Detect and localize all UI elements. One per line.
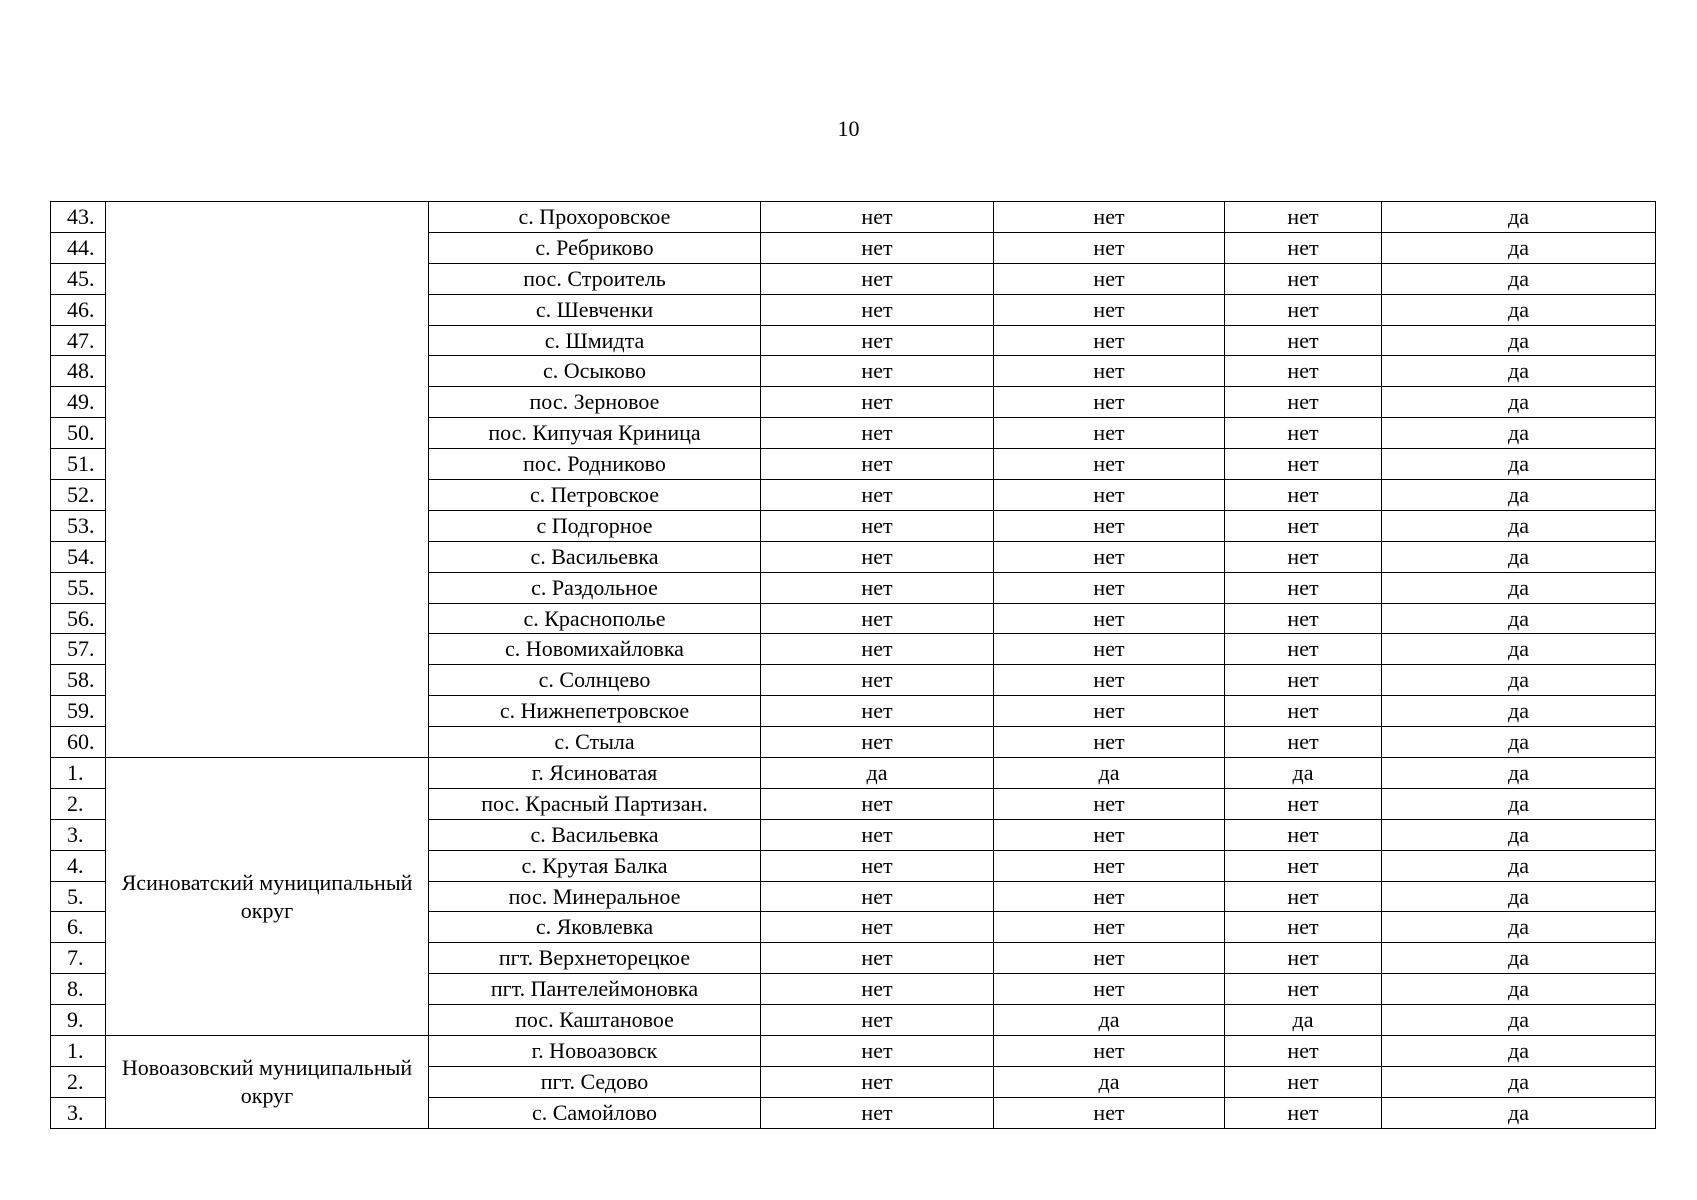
value-cell-col3: нет [1225,480,1382,511]
row-number-cell: 3. [51,819,106,850]
settlement-name-cell: с. Петровское [429,480,761,511]
settlement-name-cell: с. Яковлевка [429,912,761,943]
value-cell-col3: нет [1225,850,1382,881]
value-cell-col3: да [1225,1005,1382,1036]
value-cell-col3: нет [1225,788,1382,819]
settlement-name-cell: пгт. Верхнеторецкое [429,943,761,974]
row-number-cell: 5. [51,881,106,912]
row-number-cell: 60. [51,727,106,758]
value-cell-col2: нет [994,387,1225,418]
value-cell-col2: нет [994,1036,1225,1067]
value-cell-col3: нет [1225,387,1382,418]
settlement-name-cell: г. Новоазовск [429,1036,761,1067]
row-number-cell: 53. [51,510,106,541]
value-cell-col4: да [1382,603,1656,634]
settlement-name-cell: с Подгорное [429,510,761,541]
settlement-name-cell: с. Новомихайловка [429,634,761,665]
table-body [51,202,1656,1129]
row-number-cell: 52. [51,480,106,511]
row-number-cell: 56. [51,603,106,634]
value-cell-col2: нет [994,850,1225,881]
value-cell-col3: нет [1225,1036,1382,1067]
value-cell-col3: нет [1225,634,1382,665]
value-cell-col1: нет [761,325,994,356]
value-cell-col4: да [1382,294,1656,325]
value-cell-col2: нет [994,510,1225,541]
value-cell-col4: да [1382,1066,1656,1097]
value-cell-col4: да [1382,202,1656,233]
value-cell-col1: нет [761,387,994,418]
value-cell-col4: да [1382,727,1656,758]
value-cell-col2: нет [994,603,1225,634]
settlement-name-cell: пос. Кипучая Криница [429,418,761,449]
value-cell-col3: нет [1225,572,1382,603]
value-cell-col3: да [1225,758,1382,789]
value-cell-col4: да [1382,881,1656,912]
row-number-cell: 50. [51,418,106,449]
table-row [51,202,1656,233]
settlement-name-cell: пос. Красный Партизан. [429,788,761,819]
value-cell-col1: нет [761,912,994,943]
value-cell-col4: да [1382,325,1656,356]
settlement-name-cell: с. Прохоровское [429,202,761,233]
value-cell-col2: нет [994,202,1225,233]
value-cell-col4: да [1382,974,1656,1005]
value-cell-col2: нет [994,1097,1225,1128]
value-cell-col2: нет [994,634,1225,665]
value-cell-col3: нет [1225,294,1382,325]
row-number-cell: 44. [51,232,106,263]
value-cell-col4: да [1382,510,1656,541]
settlement-name-cell: с. Самойлово [429,1097,761,1128]
value-cell-col2: нет [994,943,1225,974]
value-cell-col2: нет [994,881,1225,912]
settlement-name-cell: с. Васильевка [429,541,761,572]
municipal-district-cell: Новоазовский муниципальный округ [106,1036,429,1129]
value-cell-col2: нет [994,665,1225,696]
row-number-cell: 51. [51,449,106,480]
row-number-cell: 8. [51,974,106,1005]
value-cell-col1: нет [761,541,994,572]
value-cell-col1: нет [761,634,994,665]
value-cell-col3: нет [1225,418,1382,449]
value-cell-col1: нет [761,510,994,541]
value-cell-col1: нет [761,480,994,511]
value-cell-col4: да [1382,418,1656,449]
settlement-name-cell: пос. Минеральное [429,881,761,912]
settlement-name-cell: пгт. Седово [429,1066,761,1097]
value-cell-col1: нет [761,850,994,881]
value-cell-col3: нет [1225,510,1382,541]
value-cell-col3: нет [1225,727,1382,758]
value-cell-col2: нет [994,696,1225,727]
value-cell-col2: нет [994,449,1225,480]
value-cell-col4: да [1382,572,1656,603]
row-number-cell: 57. [51,634,106,665]
value-cell-col4: да [1382,634,1656,665]
value-cell-col1: нет [761,665,994,696]
value-cell-col3: нет [1225,232,1382,263]
value-cell-col1: нет [761,603,994,634]
settlement-name-cell: с. Васильевка [429,819,761,850]
value-cell-col2: нет [994,263,1225,294]
value-cell-col4: да [1382,696,1656,727]
settlement-name-cell: с. Раздольное [429,572,761,603]
value-cell-col2: да [994,1066,1225,1097]
settlement-name-cell: с. Осыково [429,356,761,387]
row-number-cell: 55. [51,572,106,603]
value-cell-col1: нет [761,727,994,758]
row-number-cell: 49. [51,387,106,418]
value-cell-col4: да [1382,449,1656,480]
value-cell-col4: да [1382,356,1656,387]
value-cell-col2: нет [994,819,1225,850]
row-number-cell: 4. [51,850,106,881]
value-cell-col3: нет [1225,541,1382,572]
row-number-cell: 47. [51,325,106,356]
value-cell-col1: нет [761,788,994,819]
value-cell-col4: да [1382,788,1656,819]
value-cell-col1: нет [761,202,994,233]
value-cell-col2: нет [994,788,1225,819]
value-cell-col3: нет [1225,665,1382,696]
table-row [51,758,1656,789]
row-number-cell: 48. [51,356,106,387]
settlement-name-cell: г. Ясиноватая [429,758,761,789]
value-cell-col1: нет [761,1097,994,1128]
value-cell-col3: нет [1225,819,1382,850]
value-cell-col4: да [1382,758,1656,789]
value-cell-col1: нет [761,263,994,294]
row-number-cell: 43. [51,202,106,233]
value-cell-col1: нет [761,1066,994,1097]
value-cell-col3: нет [1225,974,1382,1005]
value-cell-col3: нет [1225,943,1382,974]
value-cell-col1: да [761,758,994,789]
row-number-cell: 3. [51,1097,106,1128]
municipal-district-cell [106,202,429,758]
row-number-cell: 9. [51,1005,106,1036]
settlement-name-cell: с. Ребриково [429,232,761,263]
settlements-table [50,201,1656,1129]
table-row [51,1036,1656,1067]
value-cell-col4: да [1382,1005,1656,1036]
value-cell-col1: нет [761,974,994,1005]
settlement-name-cell: с. Шмидта [429,325,761,356]
value-cell-col1: нет [761,819,994,850]
row-number-cell: 45. [51,263,106,294]
value-cell-col2: нет [994,974,1225,1005]
value-cell-col3: нет [1225,356,1382,387]
value-cell-col2: нет [994,325,1225,356]
value-cell-col2: нет [994,356,1225,387]
value-cell-col3: нет [1225,325,1382,356]
value-cell-col4: да [1382,232,1656,263]
row-number-cell: 46. [51,294,106,325]
value-cell-col1: нет [761,881,994,912]
row-number-cell: 59. [51,696,106,727]
value-cell-col2: нет [994,480,1225,511]
value-cell-col4: да [1382,665,1656,696]
value-cell-col3: нет [1225,449,1382,480]
row-number-cell: 7. [51,943,106,974]
settlement-name-cell: с. Крутая Балка [429,850,761,881]
value-cell-col4: да [1382,263,1656,294]
value-cell-col1: нет [761,943,994,974]
value-cell-col1: нет [761,232,994,263]
settlement-name-cell: пос. Каштановое [429,1005,761,1036]
value-cell-col2: да [994,758,1225,789]
value-cell-col3: нет [1225,263,1382,294]
value-cell-col1: нет [761,1036,994,1067]
row-number-cell: 2. [51,788,106,819]
value-cell-col3: нет [1225,1097,1382,1128]
value-cell-col2: нет [994,572,1225,603]
value-cell-col4: да [1382,850,1656,881]
row-number-cell: 54. [51,541,106,572]
row-number-cell: 6. [51,912,106,943]
settlement-name-cell: с. Стыла [429,727,761,758]
settlement-name-cell: пос. Родниково [429,449,761,480]
value-cell-col1: нет [761,356,994,387]
settlement-name-cell: с. Шевченки [429,294,761,325]
settlement-name-cell: пос. Зерновое [429,387,761,418]
value-cell-col1: нет [761,1005,994,1036]
settlement-name-cell: с. Нижнепетровское [429,696,761,727]
value-cell-col4: да [1382,541,1656,572]
value-cell-col4: да [1382,480,1656,511]
row-number-cell: 1. [51,758,106,789]
page-number: 10 [837,116,860,141]
value-cell-col3: нет [1225,696,1382,727]
row-number-cell: 2. [51,1066,106,1097]
value-cell-col1: нет [761,449,994,480]
row-number-cell: 58. [51,665,106,696]
settlement-name-cell: с. Краснополье [429,603,761,634]
value-cell-col3: нет [1225,912,1382,943]
value-cell-col2: да [994,1005,1225,1036]
settlement-name-cell: с. Солнцево [429,665,761,696]
value-cell-col1: нет [761,418,994,449]
municipal-district-cell: Ясиноватский муниципальный округ [106,758,429,1036]
value-cell-col2: нет [994,232,1225,263]
value-cell-col3: нет [1225,603,1382,634]
value-cell-col4: да [1382,912,1656,943]
value-cell-col4: да [1382,1036,1656,1067]
value-cell-col2: нет [994,727,1225,758]
value-cell-col3: нет [1225,202,1382,233]
value-cell-col4: да [1382,819,1656,850]
row-number-cell: 1. [51,1036,106,1067]
value-cell-col2: нет [994,294,1225,325]
settlement-name-cell: пгт. Пантелеймоновка [429,974,761,1005]
value-cell-col1: нет [761,294,994,325]
value-cell-col2: нет [994,418,1225,449]
value-cell-col2: нет [994,912,1225,943]
value-cell-col1: нет [761,696,994,727]
value-cell-col3: нет [1225,1066,1382,1097]
value-cell-col3: нет [1225,881,1382,912]
value-cell-col4: да [1382,1097,1656,1128]
value-cell-col4: да [1382,387,1656,418]
value-cell-col1: нет [761,572,994,603]
value-cell-col4: да [1382,943,1656,974]
value-cell-col2: нет [994,541,1225,572]
settlement-name-cell: пос. Строитель [429,263,761,294]
